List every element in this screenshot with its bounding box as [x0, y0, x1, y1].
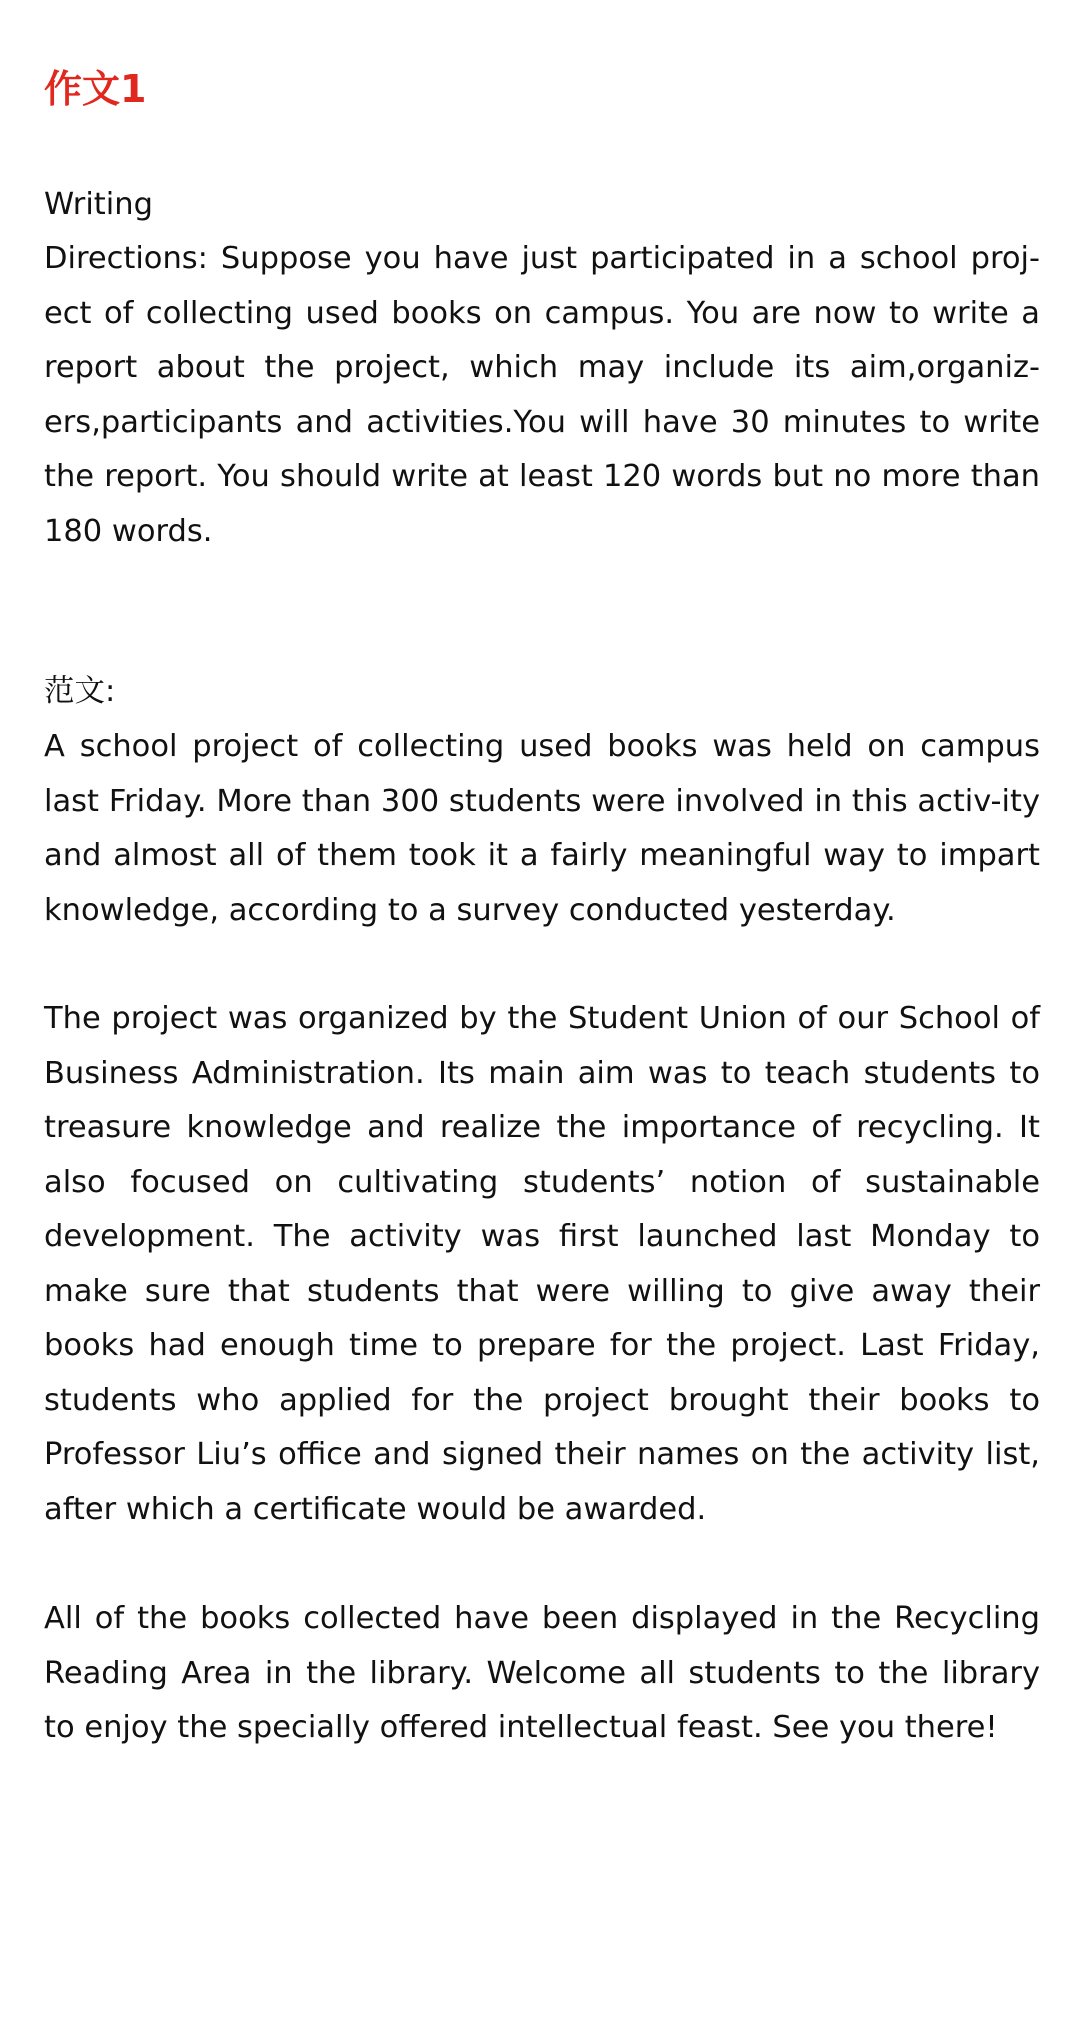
sample-paragraph-2: The project was organized by the Student Union of our School of Business Administration. Its main aim was to teach students to treasure knowledge and realize the importance of recycling. It also focused on cultivating students’ notion of sustainable development. The activity was first launched last Monday to make sure that students that were willing to give away their books had enough time to prepare for the project. Last Friday, students who applied for the project brought their books to Professor Liu’s office and signed their names on the activity list, after which a certificate would be awarded. — [44, 1001, 1040, 1527]
sample-label: 范文: — [44, 674, 116, 709]
sample-paragraph-1: A school project of collecting used books was held on campus last Friday. More than 300 students were involved in this activ-ity and almost all of them took it a fairly meaningful way to impart knowledge, according to a survey conducted yesterday. — [44, 729, 1040, 928]
task-directions: Directions: Suppose you have just participated in a school proj-ect of collecting used books on campus. You are now to write a report about the project, which may include its aim,organiz-ers,participants and activities.You will have 30 minutes to write the report. You should write at least 120 words but no more than 180 words. — [44, 241, 1040, 549]
sample-paragraph-3: All of the books collected have been displayed in the Recycling Reading Area in the library. Welcome all students to the library to enjoy the specially offered intellectual feast. See you there! — [44, 1601, 1040, 1745]
task-label: Writing — [44, 187, 153, 222]
essay-heading: 作文1 — [44, 67, 147, 111]
